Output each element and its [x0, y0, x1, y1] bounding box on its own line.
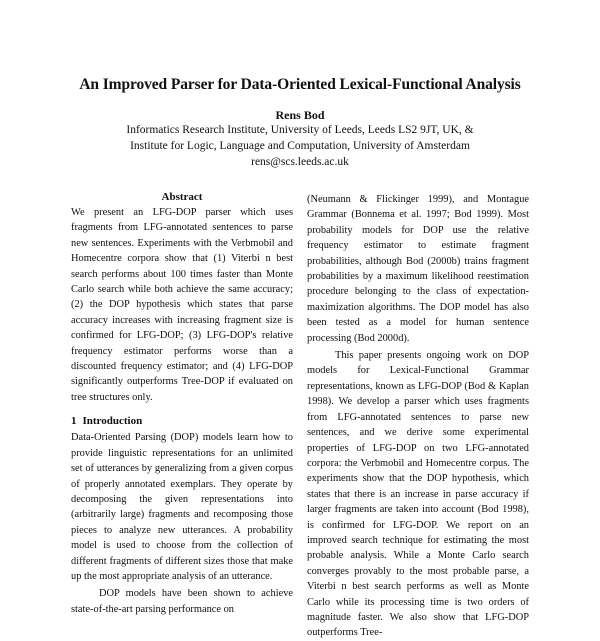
section-title: Introduction [82, 415, 143, 428]
affiliation-line-1: Informatics Research Institute, University of Leeds, Leeds LS2 9JT, UK, & [126, 124, 474, 136]
section-number: 1 [71, 415, 77, 428]
abstract-heading: Abstract [161, 191, 203, 203]
intro-paragraph-1: Data-Oriented Parsing (DOP) models learn how to provide linguistic representations for an unlimited set of utterances by generalizing from a given corpus of properly annotated exemplars. They operate by decomposing the given representations into (arbitrarily large) fragments and recomposing those pieces to analyze new utterances. A probability model is used to choose from the collection of different fragments of different sizes those that make up the most appropriate analysis of an utterance. [71, 432, 293, 582]
author-name: Rens Bod [275, 108, 325, 122]
abstract-text: We present an LFG-DOP parser which uses fragments from LFG-annotated sentences to parse new sentences. Experiments with the Verbmobil and Homecentre corpora show that (1) Viterbi n best search performs about 100 times faster than Monte Carlo search while both achieve the same accuracy; (2) the DOP hypothesis which states that parse accuracy increases with increasing fragment size is confirmed for LFG-DOP; (3) LFG-DOP's relative frequency estimator performs worse than a discounted frequency estimator; and (4) LFG-DOP significantly outperforms Tree-DOP if evaluated on tree structures only. [71, 207, 293, 403]
right-column [307, 192, 529, 641]
right-paragraph-2: This paper presents ongoing work on DOP models for Lexical-Functional Grammar representations, known as LFG-DOP (Bod & Kaplan 1998). We develop a parser which uses fragments from LFG-annotated sentences to parse new sentences, and we derive some experimental properties of LFG-DOP on two LFG-annotated corpora: the Verbmobil and Homecentre corpus. The experiments show that the DOP hypothesis, which states that there is an increase in parse accuracy if larger fragments are taken into account (Bod 1998), is confirmed for LFG-DOP. We report on an improved search technique for estimating the most probable analysis. While a Monte Carlo search converges provably to the most probable parse, a Viterbi n best search performs as well as Monte Carlo while its processing time is two orders of magnitude faster. We also show that LFG-DOP outperforms Tree- [307, 350, 529, 639]
author-email: rens@scs.leeds.ac.uk [251, 156, 349, 168]
right-paragraph-1: (Neumann & Flickinger 1999), and Montague Grammar (Bonnema et al. 1997; Bod 1999). Most probability models for DOP use the relative frequency estimator to estimate fragment probabilities, although Bod (2000b) trains fragment probabilities by a maximum likelihood reestimation procedure belonging to the class of expectation-maximization algorithms. The DOP model has also been tested as a model for human sentence processing (Bod 2000d). [307, 194, 529, 344]
intro-paragraph-2: DOP models have been shown to achieve state-of-the-art parsing performance on [71, 588, 293, 615]
left-column [71, 190, 293, 617]
paper-title: An Improved Parser for Data-Oriented Lexical-Functional Analysis [79, 76, 521, 93]
affiliation-line-2: Institute for Logic, Language and Computation, University of Amsterdam [130, 140, 470, 152]
section-heading [71, 414, 293, 428]
